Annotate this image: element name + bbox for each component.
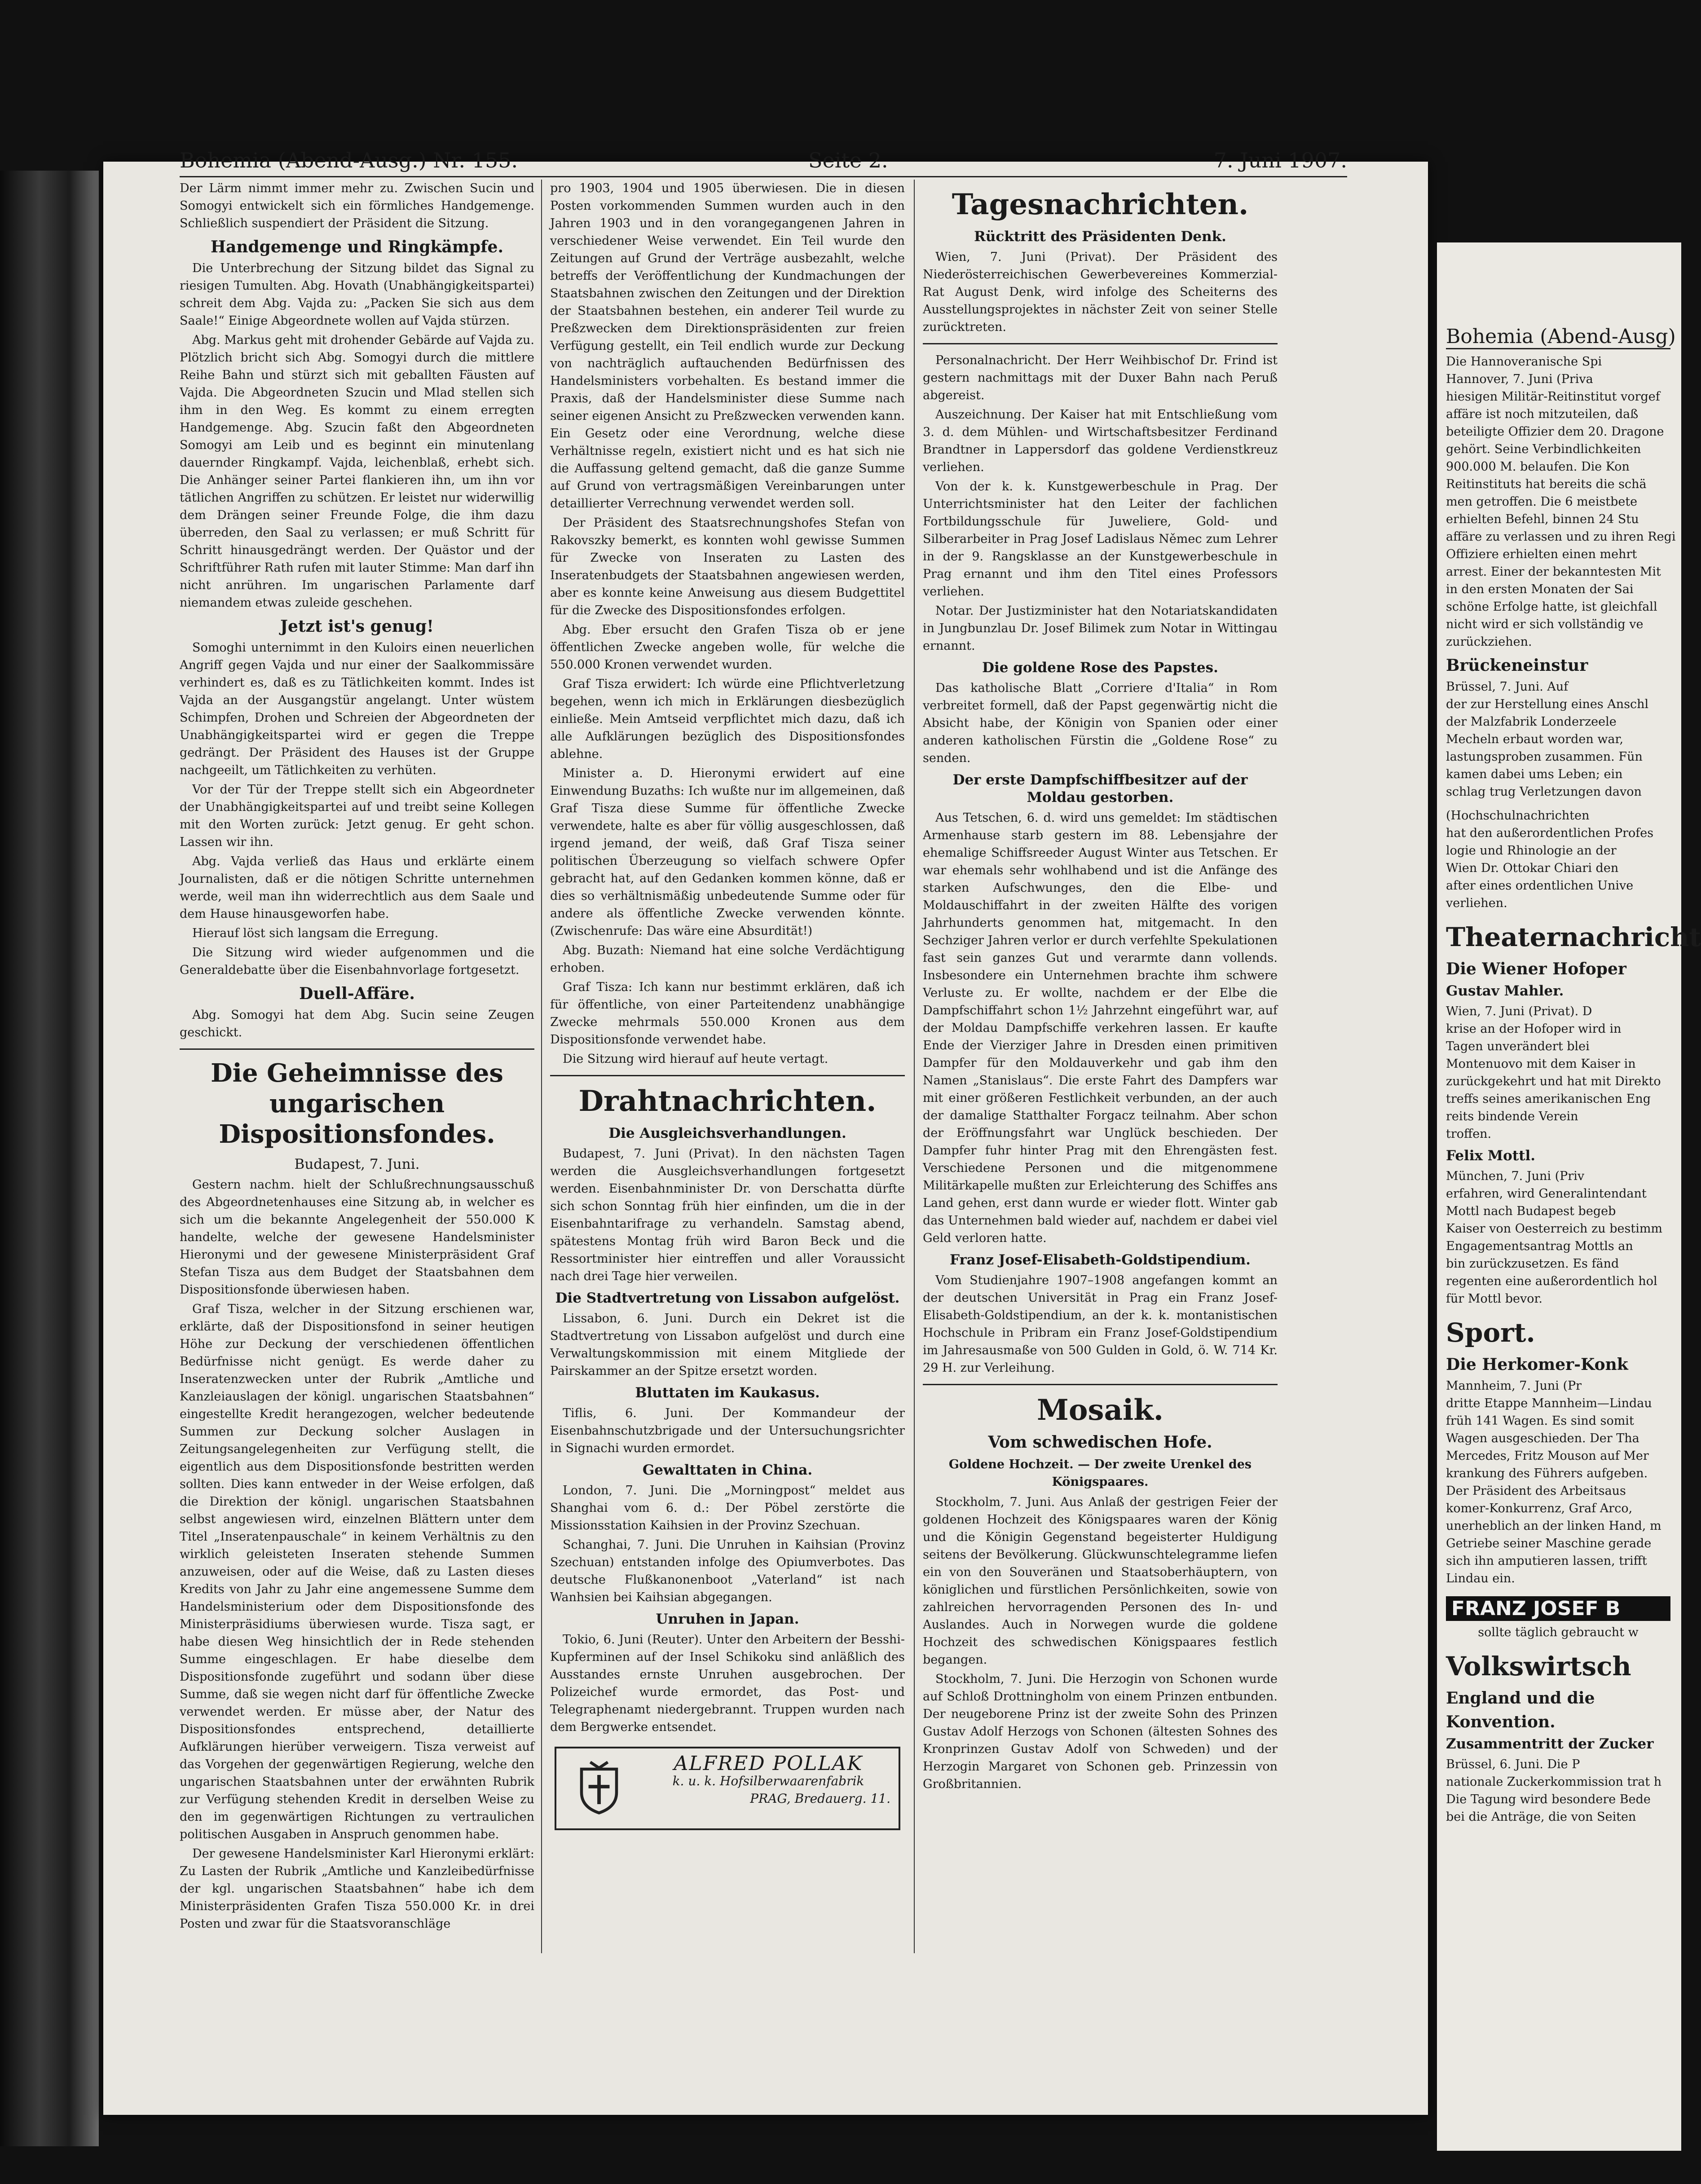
column-3 [923, 180, 1278, 1953]
section-heading: Die goldene Rose des Papstes. [982, 660, 1218, 676]
article-text: Das katholische Blatt „Corriere d'Italia“ in Rom verbreitet formell, daß der Papst gegenwärtig nicht die Absicht habe, der Königin von Spanien oder einer anderen katholischen Fürstin die „Goldene Rose“ zu senden. [923, 681, 1278, 765]
text-line: Wien, 7. Juni (Privat). D [1446, 1004, 1592, 1018]
ad-tagline: k. u. k. Hofsilberwaarenfabrik [672, 1774, 864, 1788]
text-line: troffen. [1446, 1127, 1492, 1141]
text-line: arrest. Einer der bekanntesten Mit [1446, 565, 1661, 579]
article-text: Abg. Eber ersucht den Grafen Tisza ob er jene öffentlichen Zwecke angeben wolle, für welche die 550.000 Kronen verwendet wurden. [550, 623, 905, 672]
text-line: Der Präsident des Arbeitsaus [1446, 1484, 1626, 1498]
text-line: Mottl nach Budapest begeb [1446, 1204, 1616, 1218]
adjacent-block [1446, 1167, 1670, 1308]
text-line: hat den außerordentlichen Profes [1446, 826, 1654, 840]
article-text: Abg. Buzath: Niemand hat eine solche Verdächtigung erhoben. [550, 943, 905, 975]
text-line: schlag trug Verletzungen davon [1446, 785, 1642, 799]
section-title: Volkswirtsch [1446, 1651, 1631, 1682]
text-line: der zur Herstellung eines Anschl [1446, 697, 1649, 711]
article-text: Wien, 7. Juni (Privat). Der Präsident des Niederösterreichischen Gewerbevereines Kommerzial-Rat August Denk, wird infolge des Scheiterns des Ausstellungsprojektes in nächster Zeit von seiner Stelle zurücktreten. [923, 250, 1278, 334]
article-text: Aus Tetschen, 6. d. wird uns gemeldet: Im städtischen Armenhause starb gestern im 88. Lebensjahre der ehemalige Schiffsreeder August Winter aus Tetschen. Er war ehemals sehr wohlhabend und ist die Anfänge des starken Aufschwunges, den die Elbe- und Moldauschiffahrt in der zweiten Hälfte des vorigen Jahrhunderts genommen hat, mitgemacht. In den Sechziger Jahren verlor er durch verfehlte Spekulationen fast sein ganzes Gut und verarmte dann vollends. Insbesondere ein Unternehmen brachte ihm schwere Verluste zu. Er wollte, nachdem er der Elbe die Dampfschiffahrt schon 1½ Jahrzehnt eingeführt war, auf der Moldau Dampfschiffe verkehren lassen. Er kaufte Ende der Vierziger Jahre in Dresden einen primitiven Dampfer für den Moldauverkehr und gab ihm den Namen „Stanislaus“. Die erste Fahrt des Dampfers war mit einer größeren Festlichkeit verbunden, an der auch der damalige Statthalter Forgacz teilnahm. Aber schon der Eröffnungsfahrt war Unglück beschieden. Der Dampfer fuhr hinter Prag mit den Ehrengästen fest. Verschiedene Personen und die mitgenommene Militärkapelle mußten zur Erleichterung des Schiffes ans Land gehen, erst dann wurde er wieder flott. Winter gab das Unternehmen bald wieder auf, nachdem er dabei viel Geld verloren hatte. [923, 811, 1278, 1245]
text-line: Tagen unverändert blei [1446, 1039, 1590, 1053]
text-line: nationale Zuckerkommission trat h [1446, 1775, 1662, 1789]
article-text: Die Sitzung wird wieder aufgenommen und die Generaldebatte über die Eisenbahnvorlage fortgesetzt. [180, 946, 534, 977]
text-line: affäre zu verlassen und zu ihren Regi [1446, 530, 1676, 544]
text-line: Engagementsantrag Mottls an [1446, 1239, 1633, 1253]
section-heading: Gewalttaten in China. [642, 1462, 813, 1478]
text-line: hiesigen Militär-Reitinstitut vorgef [1446, 390, 1660, 404]
text-line: gehört. Seine Verbindlichkeiten [1446, 442, 1641, 456]
advertisement-banner: FRANZ JOSEF B [1446, 1596, 1670, 1621]
text-line: früh 141 Wagen. Es sind somit [1446, 1414, 1634, 1428]
text-line: Offiziere erhielten einen mehrt [1446, 547, 1637, 561]
article-text: London, 7. Juni. Die „Morningpost“ meldet aus Shanghai vom 6. d.: Der Pöbel zerstörte die Missionsstation Kaihsien in der Provinz Szechuan. [550, 1484, 905, 1532]
text-line: Mercedes, Fritz Mouson auf Mer [1446, 1449, 1649, 1463]
text-line: dritte Etappe Mannheim—Lindau [1446, 1396, 1652, 1410]
text-line: in den ersten Monaten der Sai [1446, 582, 1634, 596]
article-text: Lissabon, 6. Juni. Durch ein Dekret ist die Stadtvertretung von Lissabon aufgelöst und durch eine Verwaltungskommission mit einem Mitgliede der Pairskammer an der Spitze ersetzt worden. [550, 1312, 905, 1378]
article-text: Tokio, 6. Juni (Reuter). Unter den Arbeitern der Besshi-Kupferminen auf der Insel Schikoku sind anläßlich des Ausstandes ernste Unruhen ausgebrochen. Der Polizeichef wurde ermordet, das Post- und Telegraphenamt niedergebrannt. Truppen wurden nach dem Bergwerke entsendet. [550, 1633, 905, 1734]
article-text: Notar. Der Justizminister hat den Notariatskandidaten in Jungbunzlau Dr. Josef Bilimek zum Notar in Wittingau ernannt. [923, 604, 1278, 653]
text-line: bei die Anträge, die von Seiten [1446, 1810, 1636, 1824]
article-headline: Die Geheimnisse des ungarischen Dispositionsfondes. [211, 1058, 503, 1149]
text-line: erhielten Befehl, binnen 24 Stu [1446, 512, 1639, 526]
section-heading: Der erste Dampfschiffbesitzer auf der Moldau gestorben. [952, 772, 1248, 806]
section-heading: Rücktritt des Präsidenten Denk. [974, 229, 1226, 245]
adjacent-block [1446, 353, 1676, 651]
section-title: Tagesnachrichten. [952, 188, 1249, 221]
text-line: zurückziehen. [1446, 635, 1532, 649]
separator [923, 343, 1278, 344]
separator [550, 1075, 905, 1076]
separator [923, 1384, 1278, 1385]
section-heading: Unruhen in Japan. [656, 1611, 799, 1627]
text-line: Getriebe seiner Maschine gerade [1446, 1537, 1652, 1550]
article-text: Der gewesene Handelsminister Karl Hieronymi erklärt: Zu Lasten der Rubrik „Amtliche und Kanzleibedürfnisse der kgl. ungarischen Staatsbahnen“ habe ich dem Ministerpräsidenten Grafen Tisza 550.000 Kr. in drei Posten und zwar für die Staatsvoranschläge [180, 1847, 534, 1931]
text-line: komer-Konkurrenz, Graf Arco, [1446, 1502, 1633, 1515]
text-line: unerheblich an der linken Hand, m [1446, 1519, 1661, 1533]
article-text: Hierauf löst sich langsam die Erregung. [192, 926, 439, 940]
text-line: krankung des Führers aufgeben. [1446, 1466, 1648, 1480]
text-line: treffs seines amerikanischen Eng [1446, 1092, 1651, 1106]
adjacent-block [1446, 807, 1670, 912]
article-text: Stockholm, 7. Juni. Die Herzogin von Schonen wurde auf Schloß Drottningholm von einem Prinzen entbunden. Der neugeborene Prinz ist der zweite Sohn des Prinzen Gustav Adolf Herzogs von Schonen (ältesten Sohnes des Kronprinzen Gustav Adolf von Schweden) und der Herzogin Margaret von Schonen geb. Prinzessin von Großbritannien. [923, 1672, 1278, 1791]
article-text: Graf Tisza: Ich kann nur bestimmt erklären, daß ich für öffentliche, von einer Parteitendenz unabhängige Zwecke mehrmals 550.000 Kronen aus dem Dispositionsfonde verwendet habe. [550, 980, 905, 1047]
text-line: Wien Dr. Ottokar Chiari den [1446, 861, 1619, 875]
adjacent-header: Bohemia (Abend-Ausg) [1446, 328, 1670, 349]
text-line: sich ihn amputieren lassen, trifft [1446, 1554, 1647, 1568]
text-line: der Malzfabrik Londerzeele [1446, 715, 1617, 729]
text-line: regenten eine außerordentlich hol [1446, 1274, 1657, 1288]
section-heading: Jetzt ist's genug! [280, 617, 434, 636]
article-text: Abg. Vajda verließ das Haus und erklärte einem Journalisten, daß er die nötigen Schritte unternehmen werde, weil man ihn widerrechtlich aus dem Saale und dem Hause hinausgeworfen habe. [180, 854, 534, 921]
text-line: Die Hannoveranische Spi [1446, 355, 1602, 369]
adjacent-block [1446, 678, 1670, 801]
column-1 [180, 180, 534, 1953]
text-line: kamen dabei ums Leben; ein [1446, 767, 1623, 781]
section-title: Drahtnachrichten. [578, 1084, 877, 1118]
header-center: Seite 2. [808, 148, 888, 172]
column-rule [541, 180, 542, 1953]
header-right: 7. Juni 1907. [1213, 148, 1347, 172]
article-text: Vor der Tür der Treppe stellt sich ein Abgeordneter der Unabhängigkeitspartei auf und treibt seine Kollegen mit den Worten zurück: Jetzt genug. Er geht schon. Lassen wir ihn. [180, 783, 534, 849]
adjacent-page [1437, 242, 1701, 2151]
text-line: (Hochschulnachrichten [1446, 809, 1590, 823]
article-text: Abg. Somogyi hat dem Abg. Sucin seine Zeugen geschickt. [180, 1008, 534, 1039]
section-heading: Die Ausgleichsverhandlungen. [608, 1125, 846, 1141]
page-header [180, 140, 1347, 177]
text-line: 900.000 M. belaufen. Die Kon [1446, 460, 1630, 474]
section-subheading: Felix Mottl. [1446, 1148, 1536, 1164]
text-line: erfahren, wird Generalintendant [1446, 1187, 1647, 1201]
article-text: Tiflis, 6. Juni. Der Kommandeur der Eisenbahnschutzbrigade und der Untersuchungsrichter in Signachi wurden ermordet. [550, 1406, 905, 1455]
adjacent-block [1446, 1003, 1670, 1143]
article-text: pro 1903, 1904 und 1905 überwiesen. Die in diesen Posten vorkommenden Summen wurden auch in den Jahren 1903 und in den vorangegangenen Jahren in verschiedener Weise verwendet. Ein Teil wurde den Zeitungen auf Grund der Verträge ausbezahlt, welche betreffs der Veröffentlichung der Kundmachungen der Staatsbahnen zwischen den Zeitungen und der Direktion der Staatsbahnen bestehen, ein anderer Teil wurde zu Preßzwecken dem Direktionspräsidenten zur freien Verfügung gestellt, ein Teil endlich wurde zur Deckung von nachträglich auftauchenden Bedürfnissen des Handelsministers vorbehalten. Es bestand immer die Praxis, daß der Handelsminister diese Summe nach seiner eigenen Ansicht zu Preßzwecken verwenden kann. Ein Gesetz oder eine Verordnung, welche diese Verhältnisse regeln, existiert nicht und es hat sich nie die Auffassung geltend gemacht, daß die ganze Summe auf Grund von vertragsmäßigen Vereinbarungen unter detaillierter Verrechnung verwendet werden soll. [550, 181, 905, 511]
section-heading: Die Stadtvertretung von Lissabon aufgelöst. [555, 1290, 900, 1306]
separator [180, 1048, 534, 1050]
article-text: Gestern nachm. hielt der Schlußrechnungsausschuß des Abgeordnetenhauses eine Sitzung ab, in welcher es sich um die bekannte Angelegenheit der 550.000 K handelte, welche der gewesene Handelsminister Hieronymi und der gewesene Ministerpräsident Graf Stefan Tisza aus dem Budget der Staatsbahnen dem Dispositionsfonde überwiesen haben. [180, 1178, 534, 1297]
article-text: Vom Studienjahre 1907–1908 angefangen kommt an der deutschen Universität in Prag ein Franz Josef-Elisabeth-Goldstipendium, an der k. k. montanistischen Hochschule in Pribram ein Franz Josef-Goldstipendium im Jahresausmaße von 500 Gulden in Gold, ö. W. 714 Kr. 29 H. zur Verleihung. [923, 1273, 1278, 1375]
article-text: Von der k. k. Kunstgewerbeschule in Prag. Der Unterrichtsminister hat den Leiter der fachlichen Fortbildungsschule für Juweliere, Gold- und Silberarbeiter in Prag Josef Ladislaus Němec zum Lehrer in der 9. Rangsklasse an der Kunstgewerbeschule in Prag ernannt und ihm den Titel eines Professors verliehen. [923, 480, 1278, 599]
section-heading: Duell-Affäre. [299, 984, 415, 1003]
ad-address: PRAG, Bredauerg. 11. [750, 1791, 890, 1806]
text-line: beteiligte Offizier dem 20. Dragone [1446, 425, 1664, 439]
text-line: schöne Erfolge hatte, ist gleichfall [1446, 600, 1657, 614]
ad-subtext: sollte täglich gebraucht w [1478, 1625, 1639, 1639]
text-line: Wagen ausgeschieden. Der Tha [1446, 1431, 1639, 1445]
text-line: Mannheim, 7. Juni (Pr [1446, 1379, 1582, 1393]
text-line: logie und Rhinologie an der [1446, 844, 1617, 858]
section-title: Mosaik. [1037, 1393, 1163, 1427]
adjacent-block [1446, 1377, 1670, 1587]
section-heading: Vom schwedischen Hofe. [988, 1433, 1212, 1452]
article-text: Stockholm, 7. Juni. Aus Anlaß der gestrigen Feier der goldenen Hochzeit des Königspaares waren der König und die Königin Gegenstand begeisterter Huldigung seitens der Bevölkerung. Glückwunschtelegramme liefen ein von den Souveränen und Staatsoberhäuptern, von königlichen und fürstlichen Persönlichkeiten, sowie von zahlreichen hervorragenden Personen des In- und Auslandes. Auch in Norwegen wurde die goldene Hochzeit des schwedischen Königspaares festlich begangen. [923, 1495, 1278, 1667]
text-line: men getroffen. Die 6 meistbete [1446, 495, 1638, 509]
text-line: Mecheln erbaut worden war, [1446, 732, 1624, 746]
text-line: reits bindende Verein [1446, 1110, 1578, 1123]
ad-company-name: ALFRED POLLAK [674, 1752, 863, 1775]
article-text: Abg. Markus geht mit drohender Gebärde auf Vajda zu. Plötzlich bricht sich Abg. Somogyi durch die mittlere Reihe Bahn und stürzt sich mit geballten Fäusten auf Vajda. Die Abgeordneten Szucin und Mlad stellen sich ihm in den Weg. Es kommt zu einem erregten Handgemenge. Abg. Szucin faßt den Abgeordneten Somogyi am Leib und es beginnt ein minutenlang dauernder Ringkampf. Vajda, leichenblaß, erhebt sich. Die Anhänger seiner Partei flankieren ihn, um ihn vor tätlichen Angriffen zu schützen. Er leistet nur widerwillig dem Drängen seiner Freunde Folge, die ihm dazu überreden, den Saal zu verlassen; er muß Schritt für Schritt hinausgedrängt werden. Der Quästor und der Schriftführer Rath rufen mit lauter Stimme: Man darf ihn nicht anrühren. Im ungarischen Parlamente darf niemandem etwas zuleide geschehen. [180, 333, 534, 610]
text-line: bin zurückzusetzen. Es fänd [1446, 1257, 1619, 1271]
section-heading: Bluttaten im Kaukasus. [635, 1385, 820, 1401]
section-subheading: Goldene Hochzeit. — Der zweite Urenkel des Königspaares. [948, 1457, 1252, 1489]
text-line: lastungsproben zusammen. Fün [1446, 750, 1643, 764]
section-heading: England und die [1446, 1689, 1595, 1708]
text-line: Reitinstituts hat bereits die schä [1446, 477, 1647, 491]
article-text: Budapest, 7. Juni (Privat). In den nächsten Tagen werden die Ausgleichsverhandlungen fortgesetzt werden. Eisenbahnminister Dr. von Derschatta dürfte sich schon Sonntag früh hier einfinden, um die in der Eisenbahntarifrage zu verhandeln. Samstag abend, spätestens Montag früh wird Baron Beck und die Ressortminister hier eintreffen und aller Voraussicht nach drei Tage hier verweilen. [550, 1147, 905, 1283]
article-text: Die Sitzung wird hierauf auf heute vertagt. [563, 1052, 828, 1066]
section-subheading: Zusammentritt der Zucker [1446, 1736, 1654, 1752]
text-line: Hannover, 7. Juni (Priva [1446, 372, 1593, 386]
text-line: Kaiser von Oesterreich zu bestimm [1446, 1222, 1663, 1236]
text-line: zurückgekehrt und hat mit Direkto [1446, 1074, 1661, 1088]
section-heading: Franz Josef-Elisabeth-Goldstipendium. [950, 1252, 1251, 1268]
text-line: München, 7. Juni (Priv [1446, 1169, 1585, 1183]
text-line: Die Tagung wird besondere Bede [1446, 1792, 1651, 1806]
text-line: affäre ist noch mitzuteilen, daß [1446, 407, 1639, 421]
article-text: Personalnachricht. Der Herr Weihbischof Dr. Frind ist gestern nachmittags mit der Duxer Bahn nach Peruß abgereist. [923, 353, 1278, 402]
section-title: Theaternachricht [1446, 922, 1701, 952]
article-text: Somoghi unternimmt in den Kuloirs einen neuerlichen Angriff gegen Vajda und nur einer der Saalkommissäre verhindert es, daß es zu Tätlichkeiten kommt. Indes ist Vajda an der Ausgangstür angelangt. Unter wüstem Schimpfen, Drohen und Schreien der Abgeordneten der Unabhängigkeitspartei wird er gegen die Treppe gedrängt. Der Präsident des Hauses ist der Gruppe nachgeeilt, um Tätlichkeiten zu verhüten. [180, 641, 534, 777]
text-line: krise an der Hofoper wird in [1446, 1022, 1622, 1036]
text-line: after eines ordentlichen Unive [1446, 879, 1634, 893]
header-left: Bohemia (Abend-Ausg.) Nr. 155. [180, 148, 518, 172]
column-rule [914, 180, 915, 1953]
article-text: Graf Tisza, welcher in der Sitzung erschienen war, erklärte, daß der Dispositionsfond in seiner heutigen Höhe zur Deckung der verschiedenen öffentlichen Bedürfnisse nicht genügt. Es werde daher zu Inseratenzwecken unter der Rubrik „Amtliche und Kanzleiauslagen der königl. ungarischen Staatsbahnen“ eingestellte Kredit herangezogen, welcher bedeutende Summen zur Deckung solcher Auslagen in Zeitungsangelegenheiten zur Verfügung stellt, die eigentlich aus dem Dispositionsfonde bestritten werden sollten. Dies kann entweder in der Weise erfolgen, daß die Direktion der königl. ungarischen Staatsbahnen selbst angewiesen wird, einzelnen Blättern unter dem Titel „Inseratenpauschale“ in keinem Verhältnis zu den wirklich geleisteten Inseraten stehende Summen anzuweisen, oder auf die Weise, daß zu Lasten dieses Kredits von Jahr zu Jahr eine angemessene Summe dem Handelsministerium oder dem Dispositionsfonde des Ministerpräsidiums überwiesen wurde. Tisza sagt, er habe diesen Weg hinsichtlich der in Rede stehenden Summe eingeschlagen. Er habe dieselbe dem Dispositionsfonde zugeführt und sodann über diese Summe, daß sie wegen nicht darf für öffentliche Zwecke verwendet werden. Er müsse aber, der Natur des Dispositionsfondes entsprechend, detaillierte Aufklärungen hierüber verweigern. Tisza verweist auf das Vorgehen der gegenwärtigen Regierung, welche den ungarischen Staatsbahnen unter der erwähnten Rubrik zur Verfügung stehenden Kredit in derselben Weise zu den im gegenwärtigen Richtungen zu vertraulichen politischen Ausgaben in Anspruch genommen habe. [180, 1302, 534, 1841]
adjacent-block [1446, 1756, 1670, 1826]
article-text: Minister a. D. Hieronymi erwidert auf eine Einwendung Buzaths: Ich wußte nur im allgemeinen, daß Graf Tisza diese Summe für öffentliche Zwecke verwendete, halte es aber für völlig ausgeschlossen, daß irgend jemand, der weiß, daß Graf Tisza seiner politischen Überzeugung so vielfach schwere Opfer gebracht hat, auf den Gedanken kommen könne, daß er dies so verhältnismäßig unbedeutende Summe oder für andere als öffentliche Zwecke verwenden könnte. (Zwischenrufe: Das wäre eine Absurdität!) [550, 766, 905, 938]
article-text: Graf Tisza erwidert: Ich würde eine Pflichtverletzung begehen, wenn ich mich in Erklärungen diesbezüglich einließe. Mein Amtseid verpflichtet mich dazu, daß ich alle Aufklärungen bezüglich des Dispositionsfondes ablehne. [550, 677, 905, 761]
section-title: Sport. [1446, 1317, 1535, 1348]
advertisement-pollak [555, 1747, 900, 1830]
text-line: nicht wird er sich vollständig ve [1446, 617, 1644, 631]
section-heading: Die Wiener Hofoper [1446, 960, 1626, 978]
article-text: Schanghai, 7. Juni. Die Unruhen in Kaihsian (Provinz Szechuan) entstanden infolge des Opiumverbotes. Das deutsche Flußkanonenboot „Vaterland“ ist nach Wanhsien bei Kaihsian abgegangen. [550, 1538, 905, 1604]
crest-icon [570, 1757, 628, 1816]
article-text: Der Lärm nimmt immer mehr zu. Zwischen Sucin und Somogyi entwickelt sich ein förmliches Handgemenge. Schließlich suspendiert der Präsident die Sitzung. [180, 181, 534, 230]
column-2 [550, 180, 905, 1953]
text-line: Brüssel, 6. Juni. Die P [1446, 1757, 1580, 1771]
text-line: für Mottl bevor. [1446, 1292, 1542, 1306]
text-line: verliehen. [1446, 896, 1507, 910]
article-text: Der Präsident des Staatsrechnungshofes Stefan von Rakovszky bemerkt, es konnten wohl gewisse Summen für Zwecke von Inseraten zu Lasten des Inseratenbudgets der Staatsbahnen angewiesen werden, aber es konnte keine Anweisung aus diesem Budgettitel für die Zwecke des Dispositionsfondes erfolgen. [550, 516, 905, 617]
section-heading: Handgemenge und Ringkämpfe. [211, 238, 503, 256]
section-heading: Brückeneinstur [1446, 656, 1588, 675]
article-text: Auszeichnung. Der Kaiser hat mit Entschließung vom 3. d. dem Mühlen- und Wirtschaftsbesitzer Ferdinand Brandtner in Lappersdorf das goldene Verdienstkreuz verliehen. [923, 408, 1278, 474]
section-heading: Die Herkomer-Konk [1446, 1355, 1628, 1374]
adjacent-page-content [1446, 325, 1701, 1826]
section-subheading: Gustav Mahler. [1446, 983, 1564, 999]
text-line: Montenuovo mit dem Kaiser in [1446, 1057, 1636, 1071]
section-heading: Konvention. [1446, 1713, 1556, 1731]
text-line: Lindau ein. [1446, 1572, 1515, 1585]
text-line: Brüssel, 7. Juni. Auf [1446, 680, 1569, 694]
article-text: Die Unterbrechung der Sitzung bildet das Signal zu riesigen Tumulten. Abg. Hovath (Unabhängigkeitspartei) schreit dem Abg. Vajda zu: „Packen Sie sich aus dem Saale!“ Einige Abgeordnete wollen auf Vajda stürzen. [180, 261, 534, 328]
dateline: Budapest, 7. Juni. [294, 1156, 420, 1172]
